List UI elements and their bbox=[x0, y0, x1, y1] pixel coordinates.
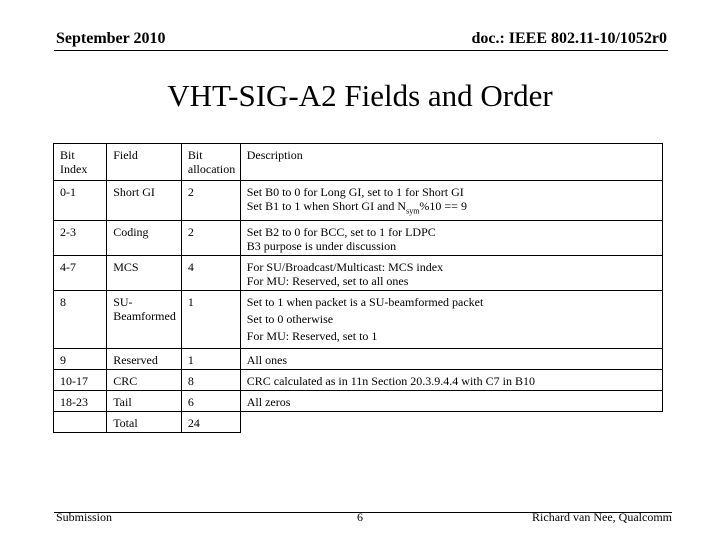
cell-bit-index: 9 bbox=[54, 349, 107, 370]
table-row bbox=[54, 370, 663, 391]
cell-bit-allocation: 1 bbox=[181, 349, 240, 370]
total-label: Total bbox=[107, 412, 182, 433]
cell-description bbox=[240, 221, 662, 256]
slide-title: VHT-SIG-A2 Fields and Order bbox=[167, 78, 553, 113]
cell-field: Coding bbox=[107, 221, 182, 256]
cell-field: MCS bbox=[107, 256, 182, 291]
description-line: All zeros bbox=[246, 395, 291, 410]
cell-bit-allocation: 4 bbox=[181, 256, 240, 291]
description-line: Set to 0 otherwise bbox=[246, 312, 334, 327]
description-line: Set B2 to 0 for BCC, set to 1 for LDPC bbox=[246, 225, 436, 240]
footer-submission: Submission bbox=[56, 510, 113, 524]
cell-bit-index: 0-1 bbox=[54, 181, 107, 221]
description-text: Set B1 to 1 when Short GI and N bbox=[246, 199, 407, 213]
cell-description bbox=[240, 370, 662, 391]
cell-field: Reserved bbox=[107, 349, 182, 370]
subscript-sym: sym bbox=[406, 206, 420, 216]
description-line: Set B0 to 0 for Long GI, set to 1 for Short GI bbox=[246, 185, 464, 199]
footer-author: Richard van Nee, Qualcomm bbox=[532, 510, 672, 524]
cell-bit-index: 2-3 bbox=[54, 221, 107, 256]
table-row bbox=[54, 391, 663, 412]
header-cell-field: Field bbox=[107, 144, 182, 181]
cell-field: SU-Beamformed bbox=[107, 291, 182, 349]
table-row bbox=[54, 349, 663, 370]
table-row bbox=[54, 291, 663, 349]
header-cell-bit-index: Bit Index bbox=[54, 144, 107, 181]
table-header-row bbox=[54, 144, 663, 181]
description-line: B3 purpose is under discussion bbox=[246, 239, 397, 254]
description-line bbox=[247, 199, 656, 218]
header-doc-id: doc.: IEEE 802.11-10/1052r0 bbox=[471, 30, 667, 47]
description-line: For SU/Broadcast/Multicast: MCS index bbox=[246, 260, 444, 275]
total-blank-cell bbox=[54, 412, 107, 433]
header-cell-bit-allocation: Bit allocation bbox=[181, 144, 240, 181]
cell-description bbox=[240, 181, 662, 221]
cell-bit-allocation: 1 bbox=[181, 291, 240, 349]
description-line: CRC calculated as in 11n Section 20.3.9.4.4 with C7 in B10 bbox=[246, 374, 535, 389]
description-line: Set to 1 when packet is a SU-beamformed packet bbox=[246, 295, 484, 310]
header-rule bbox=[54, 50, 668, 51]
table-row bbox=[54, 221, 663, 256]
description-line: For MU: Reserved, set to all ones bbox=[246, 274, 409, 289]
total-bits: 24 bbox=[181, 412, 240, 433]
cell-bit-index: 8 bbox=[54, 291, 107, 349]
table-row bbox=[54, 181, 663, 221]
header-cell-description: Description bbox=[240, 144, 662, 181]
fields-table bbox=[53, 143, 663, 433]
cell-field: Tail bbox=[107, 391, 182, 412]
description-text: %10 == 9 bbox=[419, 199, 467, 213]
total-row bbox=[54, 412, 663, 433]
cell-bit-allocation: 2 bbox=[181, 221, 240, 256]
cell-bit-index: 10-17 bbox=[54, 370, 107, 391]
cell-description bbox=[240, 391, 662, 412]
header-date: September 2010 bbox=[56, 30, 166, 47]
cell-bit-allocation: 6 bbox=[181, 391, 240, 412]
cell-bit-index: 18-23 bbox=[54, 391, 107, 412]
table-row bbox=[54, 256, 663, 291]
cell-bit-index: 4-7 bbox=[54, 256, 107, 291]
description-line: For MU: Reserved, set to 1 bbox=[246, 329, 378, 344]
cell-field: Short GI bbox=[107, 181, 182, 221]
cell-bit-allocation: 8 bbox=[181, 370, 240, 391]
cell-description bbox=[240, 291, 662, 349]
cell-field: CRC bbox=[107, 370, 182, 391]
footer-page-number: 6 bbox=[357, 510, 363, 524]
cell-bit-allocation: 2 bbox=[181, 181, 240, 221]
total-description-blank bbox=[240, 412, 662, 433]
cell-description bbox=[240, 349, 662, 370]
description-line: All ones bbox=[246, 353, 288, 368]
cell-description bbox=[240, 256, 662, 291]
